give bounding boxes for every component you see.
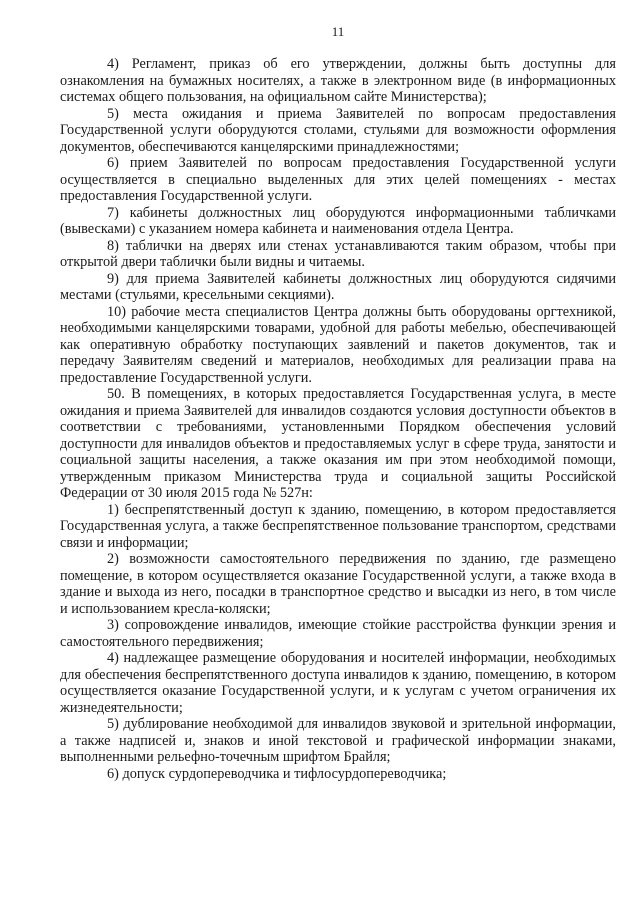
paragraph-waiting-areas: 5) места ожидания и приема Заявителей по вопросам предоставления Государственной услуги оборудуются столами, стульями для возможности оформления документов, обеспечиваются канцелярскими принадлежностями; — [60, 105, 616, 155]
paragraph-equipment-placement: 4) надлежащее размещение оборудования и носителей информации, необходимых для обеспечения беспрепятственного доступа инвалидов к зданию, помещению, в котором осуществляется оказание Государственной услуги, и к услугам с учетом ограничения их жизнедеятельности; — [60, 650, 616, 716]
paragraph-seating: 9) для приема Заявителей кабинеты должностных лиц оборудуются сидячими местами (стульями, кресельными секциями). — [60, 270, 616, 303]
document-page — [60, 24, 616, 782]
paragraph-information-duplication: 5) дублирование необходимой для инвалидов звуковой и зрительной информации, а также надписей и, знаков и иной текстовой и графической информации знаками, выполненными рельефно-точечным шрифтом Брайля; — [60, 716, 616, 765]
paragraph-item-50-accessibility: 50. В помещениях, в которых предоставляется Государственная услуга, в месте ожидания и приема Заявителей для инвалидов создаются условия доступности объектов в соответствии с требованиями, установленными Порядком обеспечения условий доступности для инвалидов объектов и предоставляемых услуг в сфере труда, занятости и социальной защиты населения, а также оказания им при этом необходимой помощи, утвержденным приказом Министерства труда и социальной защиты Российской Федерации от 30 июля 2015 года № 527н: — [60, 386, 616, 501]
paragraph-reception-premises: 6) прием Заявителей по вопросам предоставления Государственной услуги осуществляется в специально выделенных для этих целей помещениях - местах предоставления Государственной услуги. — [60, 155, 616, 204]
page-number: 11 — [331, 24, 345, 39]
paragraph-escort: 3) сопровождение инвалидов, имеющие стойкие расстройства функции зрения и самостоятельного передвижения; — [60, 617, 616, 650]
paragraph-regulation-availability: 4) Регламент, приказ об его утверждении, должны быть доступны для ознакомления на бумажных носителях, а также в электронном виде (в информационных системах общего пользования, на официальном сайте Министерства); — [60, 56, 616, 105]
paragraph-office-signs: 7) кабинеты должностных лиц оборудуются информационными табличками (вывесками) с указанием номера кабинета и наименования отдела Центра. — [60, 204, 616, 237]
paragraph-independent-movement: 2) возможности самостоятельного передвижения по зданию, где размещено помещение, в котором осуществляется оказание Государственной услуги, а также входа в здание и выхода из него, посадки в транспортное средство и высадки из него, в том числе и использованием кресла-коляски; — [60, 551, 616, 617]
paragraph-unobstructed-access: 1) беспрепятственный доступ к зданию, помещению, в котором предоставляется Государственная услуга, а также беспрепятственное пользование транспортом, средствами связи и информации; — [60, 501, 616, 551]
paragraph-interpreter-admission: 6) допуск сурдопереводчика и тифлосурдопереводчика; — [107, 765, 447, 782]
paragraph-workplaces: 10) рабочие места специалистов Центра должны быть оборудованы оргтехникой, необходимыми канцелярскими товарами, удобной для работы мебелью, обеспечивающей как оперативную обработку поступающих заявлений и пакетов документов, так и передачу Заявителям сведений и материалов, необходимых для реализации права на предоставление Государственной услуги. — [60, 303, 616, 386]
paragraph-door-signs: 8) таблички на дверях или стенах устанавливаются таким образом, чтобы при открытой двери таблички были видны и читаемы. — [60, 237, 616, 270]
